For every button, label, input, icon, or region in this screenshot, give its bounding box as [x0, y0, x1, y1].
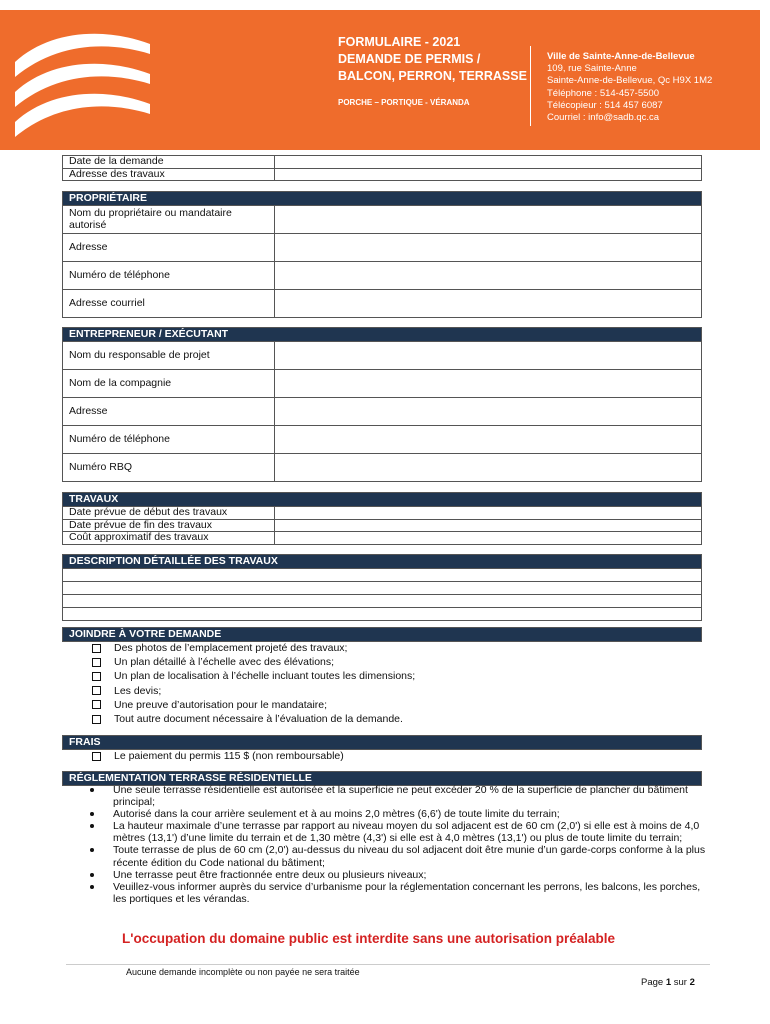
field-label: Numéro de téléphone — [63, 426, 275, 454]
description-table — [62, 554, 702, 621]
section-header-works: TRAVAUX — [63, 493, 702, 507]
field-label: Adresse des travaux — [63, 168, 275, 181]
field-label: Adresse — [63, 398, 275, 426]
rbq-number-field[interactable] — [275, 454, 702, 482]
field-label: Numéro RBQ — [63, 454, 275, 482]
checkbox[interactable] — [92, 700, 101, 709]
description-line[interactable] — [63, 595, 702, 608]
public-domain-warning: L'occupation du domaine public est interdite sans une autorisation préalable — [122, 931, 616, 946]
works-table — [62, 492, 702, 545]
field-label: Nom de la compagnie — [63, 370, 275, 398]
checklist-item: Tout autre document nécessaire à l’évaluation de la demande. — [92, 712, 415, 726]
page-number: Page 1 sur 2 — [641, 977, 695, 988]
owner-email-field[interactable] — [275, 290, 702, 318]
fees-table — [62, 735, 702, 750]
section-header-attach: JOINDRE À VOTRE DEMANDE — [63, 628, 702, 642]
field-label: Coût approximatif des travaux — [63, 532, 275, 545]
section-header-owner: PROPRIÉTAIRE — [63, 192, 702, 206]
cost-field[interactable] — [275, 532, 702, 545]
checkbox[interactable] — [92, 752, 101, 761]
description-line[interactable] — [63, 569, 702, 582]
checklist-item: Une preuve d’autorisation pour le mandataire; — [92, 698, 415, 712]
checkbox[interactable] — [92, 672, 101, 681]
field-label: Nom du responsable de projet — [63, 342, 275, 370]
section-header-regulation: RÉGLEMENTATION TERRASSE RÉSIDENTIELLE — [63, 772, 702, 786]
city-logo-waves-icon — [10, 22, 155, 142]
checkbox[interactable] — [92, 644, 101, 653]
attach-checklist — [92, 641, 415, 726]
regulation-item: Une terrasse peut être fractionnée entre deux ou plusieurs niveaux; — [88, 869, 708, 881]
request-date-field[interactable] — [275, 156, 702, 169]
footer-divider — [66, 964, 710, 965]
regulation-item: La hauteur maximale d’une terrasse par rapport au niveau moyen du sol adjacent est de 60 cm (2,0') si elle est à moins de 4,0 mètres (13,1') d’une limite du terrain et de 1,30 mètre (4,3') si elle est à 4,0 mètres (13,1') ou plus de toute limite du terrain; — [88, 820, 708, 844]
field-label: Date prévue de début des travaux — [63, 507, 275, 520]
field-label: Adresse — [63, 234, 275, 262]
checkbox[interactable] — [92, 715, 101, 724]
project-manager-field[interactable] — [275, 342, 702, 370]
field-label: Nom du propriétaire ou mandataire autorisé — [63, 206, 275, 234]
regulation-item: Autorisé dans la cour arrière seulement et à au moins 2,0 mètres (6,6') de toute limite du terrain; — [88, 808, 708, 820]
field-label: Adresse courriel — [63, 290, 275, 318]
attach-table — [62, 627, 702, 642]
footer-note: Aucune demande incomplète ou non payée ne sera traitée — [126, 967, 360, 977]
checkbox[interactable] — [92, 686, 101, 695]
regulation-item: Toute terrasse de plus de 60 cm (2,0') au-dessus du niveau du sol adjacent doit être munie d’un garde-corps conforme à la plus récente édition du Code national du bâtiment; — [88, 844, 708, 868]
regulation-item: Une seule terrasse résidentielle est autorisée et la superficie ne peut excéder 20 % de la superficie de plancher du bâtiment principal; — [88, 784, 708, 808]
checklist-item: Le paiement du permis 115 $ (non remboursable) — [92, 749, 344, 763]
header-banner — [0, 10, 760, 150]
section-header-description: DESCRIPTION DÉTAILLÉE DES TRAVAUX — [63, 555, 702, 569]
end-date-field[interactable] — [275, 519, 702, 532]
city-address: Ville de Sainte-Anne-de-Bellevue 109, rue Sainte-Anne Sainte-Anne-de-Bellevue, Qc H9X 1M2 Téléphone : 514-457-5500 Télécopieur : 514 457 6087 Courriel : info@sadb.qc.ca — [547, 51, 713, 124]
fees-checklist — [92, 749, 344, 763]
checklist-item: Des photos de l’emplacement projeté des travaux; — [92, 641, 415, 655]
works-address-field[interactable] — [275, 168, 702, 181]
contractor-table — [62, 327, 702, 482]
contractor-address-field[interactable] — [275, 398, 702, 426]
field-label: Date prévue de fin des travaux — [63, 519, 275, 532]
field-label: Date de la demande — [63, 156, 275, 169]
owner-table — [62, 191, 702, 318]
checklist-item: Un plan de localisation à l’échelle incluant toutes les dimensions; — [92, 669, 415, 683]
checklist-item: Les devis; — [92, 684, 415, 698]
start-date-field[interactable] — [275, 507, 702, 520]
form-title: FORMULAIRE - 2021 DEMANDE DE PERMIS / BALCON, PERRON, TERRASSE — [338, 35, 527, 83]
owner-name-field[interactable] — [275, 206, 702, 234]
regulation-item: Veuillez-vous informer auprès du service d’urbanisme pour la réglementation concernant les perrons, les balcons, les porches, les portiques et les vérandas. — [88, 881, 708, 905]
checklist-item: Un plan détaillé à l’échelle avec des élévations; — [92, 655, 415, 669]
form-subtitle: PORCHE – PORTIQUE - VÉRANDA — [338, 98, 470, 107]
contractor-phone-field[interactable] — [275, 426, 702, 454]
regulation-list — [88, 784, 708, 905]
field-label: Numéro de téléphone — [63, 262, 275, 290]
section-header-contractor: ENTREPRENEUR / EXÉCUTANT — [63, 328, 702, 342]
request-table — [62, 155, 702, 181]
owner-phone-field[interactable] — [275, 262, 702, 290]
section-header-fees: FRAIS — [63, 736, 702, 750]
checkbox[interactable] — [92, 658, 101, 667]
description-line[interactable] — [63, 608, 702, 621]
description-line[interactable] — [63, 582, 702, 595]
owner-address-field[interactable] — [275, 234, 702, 262]
header-divider — [530, 46, 531, 126]
company-name-field[interactable] — [275, 370, 702, 398]
